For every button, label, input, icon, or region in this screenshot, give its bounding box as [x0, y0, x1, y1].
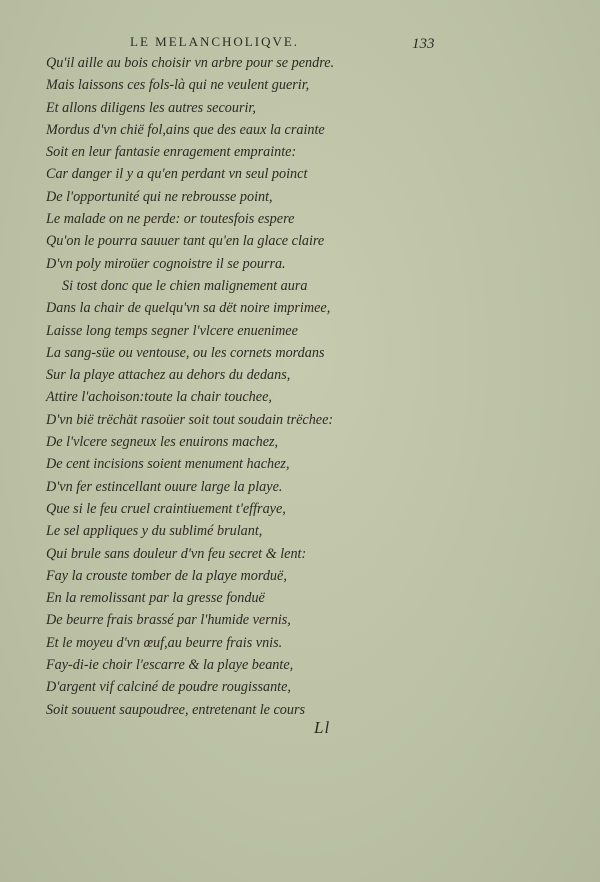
signature-mark: Ll	[314, 718, 331, 737]
verse-line: Attire l'achoison:toute la chair touchee,	[46, 389, 272, 406]
verse-line: De cent incisions soient menument hachez,	[46, 456, 290, 473]
verse-line: Mordus d'vn chië fol,ains que des eaux la crainte	[46, 121, 325, 138]
verse-line: D'argent vif calciné de poudre rougissante,	[46, 679, 291, 696]
verse-line: Car danger il y a qu'en perdant vn seul poinct	[46, 166, 308, 183]
verse-line: Et le moyeu d'vn œuf,au beurre frais vnis.	[46, 634, 283, 651]
verse-line: De beurre frais brassé par l'humide vernis,	[46, 612, 291, 629]
verse-block	[46, 52, 406, 721]
verse-line: Si tost donc que le chien malignement aura	[62, 277, 308, 294]
verse-line: Mais laissons ces fols-là qui ne veulent guerir,	[46, 77, 310, 94]
verse-line: Sur la playe attachez au dehors du dedans,	[46, 367, 291, 384]
verse-line: Soit en leur fantasie enragement emprainte:	[46, 144, 297, 161]
verse-line: La sang-süe ou ventouse, ou les cornets mordans	[46, 344, 325, 361]
verse-line: D'vn bië trëchät rasoüer soit tout soudain trëchee:	[46, 411, 334, 428]
verse-line: Qui brule sans douleur d'vn feu secret & lent:	[46, 545, 307, 562]
verse-line: Le sel appliques y du sublimé brulant,	[46, 523, 263, 540]
verse-line: D'vn fer estincellant ouure large la playe.	[46, 478, 283, 495]
verse-line: Qu'on le pourra sauuer tant qu'en la glace claire	[46, 233, 325, 250]
verse-line: En la remolissant par la gresse fonduë	[46, 590, 265, 607]
verse-line: Dans la chair de quelqu'vn sa dët noire imprimee,	[46, 300, 331, 317]
verse-line: Laisse long temps segner l'vlcere enuenimee	[46, 322, 298, 339]
verse-line: De l'opportunité qui ne rebrousse point,	[46, 188, 273, 205]
verse-line: Et allons diligens les autres secourir,	[46, 99, 256, 116]
running-title: LE MELANCHOLIQVE.	[130, 34, 300, 49]
page-number: 133	[412, 36, 435, 52]
verse-line: Soit souuent saupoudree, entretenant le cours	[46, 701, 306, 718]
verse-line: De l'vlcere segneux les enuirons machez,	[46, 434, 279, 451]
verse-line: D'vn poly miroüer cognoistre il se pourra.	[46, 255, 286, 272]
verse-line: Fay la crouste tomber de la playe morduë,	[46, 567, 287, 584]
verse-line: Que si le feu cruel craintiuement t'effraye,	[46, 500, 286, 517]
verse-line: Fay-di-ie choir l'escarre & la playe beante,	[46, 657, 294, 674]
verse-line: Qu'il aille au bois choisir vn arbre pour se pendre.	[46, 55, 335, 71]
verse-line: Le malade on ne perde: or toutesfois espere	[46, 211, 295, 228]
